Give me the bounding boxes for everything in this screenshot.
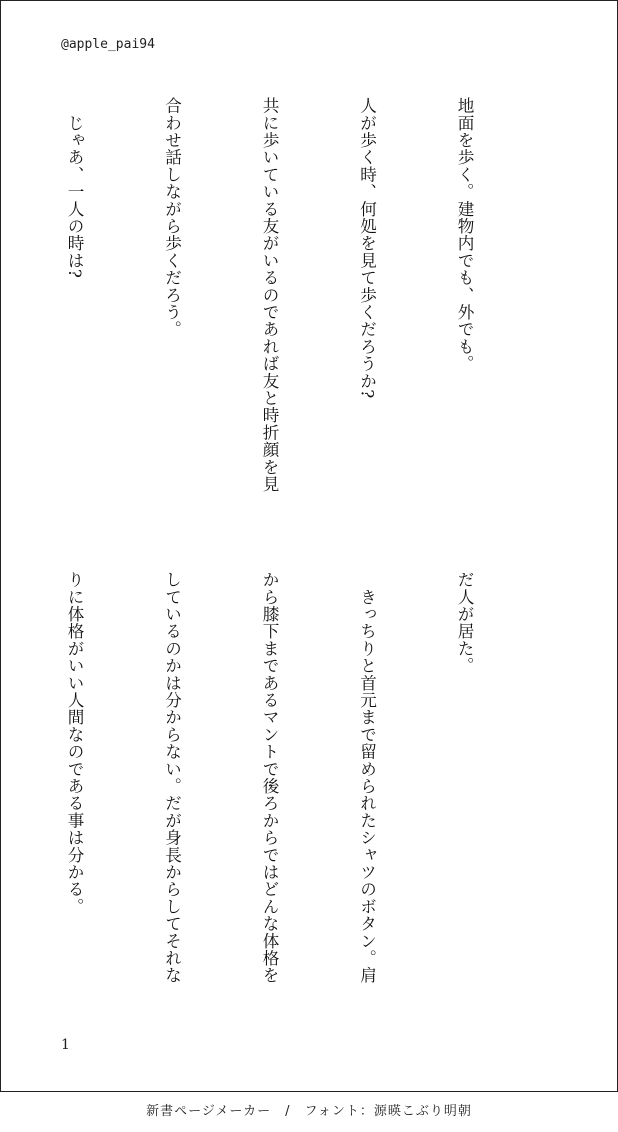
text-column: じゃあ、一人の時は? (65, 97, 84, 279)
text-column: しているのかは分からない。だが身長からしてそれな (162, 571, 182, 984)
author-handle: @apple_pai94 (61, 37, 155, 52)
text-column: 人が歩く時、何処を見て歩くだろうか? (357, 97, 377, 399)
text-column: りに体格がいい人間なのである事は分かる。 (65, 571, 84, 915)
text-column: 共に歩いている友がいるのであれば友と時折顔を見 (260, 97, 279, 493)
text-block-top (0, 97, 545, 533)
text-column: 合わせ話しながら歩くだろう。 (162, 97, 182, 338)
text-column: きっちりと首元まで留められたシャツのボタン。肩 (357, 571, 377, 984)
text-column: 地面を歩く。建物内でも、外でも。 (455, 97, 474, 373)
text-column: だ人が居た。 (455, 571, 474, 675)
text-block-bottom (0, 571, 545, 1007)
text-column: から膝下まであるマントで後ろからではどんな体格を (260, 571, 279, 984)
page-number: 1 (61, 1037, 70, 1053)
footer-credit: 新書ページメーカー / フォント：源暎こぶり明朝 (146, 1104, 472, 1119)
